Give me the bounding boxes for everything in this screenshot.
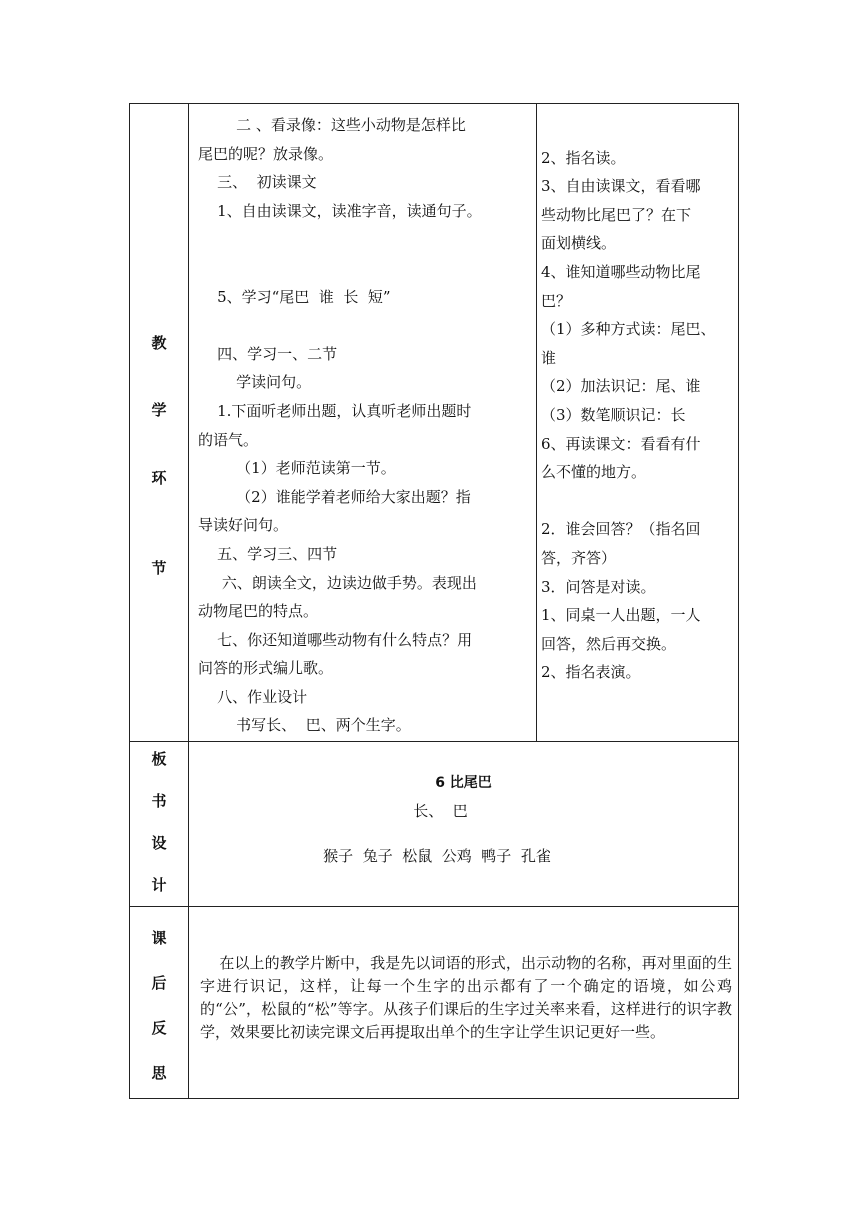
label-char: 设: [151, 834, 167, 852]
teacher-line: 三、 初读课文: [198, 173, 317, 192]
student-line: 2、指名表演。: [541, 663, 641, 682]
board-row: [130, 742, 739, 907]
board-characters: 长、 巴: [413, 802, 468, 820]
teacher-line: 七、你还知道哪些动物有什么特点？用: [198, 630, 473, 649]
lesson-plan-table: [129, 103, 739, 1099]
student-line: 些动物比尾巴了？在下: [541, 205, 692, 224]
teacher-line: （1）老师范读第一节。: [198, 459, 396, 478]
student-line: 2、指名读。: [541, 148, 626, 167]
student-line: （1）多种方式读：尾巴、: [541, 320, 716, 339]
board-design-cell: [189, 742, 739, 907]
reflection-row: [130, 907, 739, 1099]
student-line: 答，齐答）: [541, 548, 617, 567]
student-line: 么不懂的地方。: [541, 463, 647, 482]
student-line: （2）加法识记：尾、谁: [541, 377, 701, 396]
teacher-line: [198, 225, 530, 254]
teacher-line: 五、学习三、四节: [198, 544, 338, 563]
student-line: 巴？: [541, 291, 572, 310]
student-line: 面划横线。: [541, 234, 617, 253]
student-line: 3．问答是对读。: [541, 577, 656, 596]
student-line: 1、同桌一人出题，一人: [541, 606, 701, 625]
teacher-line: 六、朗读全文，边读边做手势。表现出: [198, 573, 477, 592]
teacher-line: 5、学习“尾巴 谁 长 短”: [198, 287, 391, 306]
label-char: 反: [151, 1019, 167, 1037]
student-line: 回答，然后再交换。: [541, 634, 677, 653]
teacher-activity-cell: [189, 104, 537, 742]
student-line: 谁: [541, 348, 557, 367]
reflection-text: 在以上的教学片断中，我是先以词语的形式，出示动物的名称，再对里面的生字进行识记，这样，让每一个生字的出示都有了一个确定的语境，如公鸡的“公”，松鼠的“松”等字。从孩子们课后的生字过关率来看，这样进行的识字教学，效果要比初读完课文后再提取出单个的生字让学生识记更好一些。: [200, 954, 732, 1041]
label-char: 课: [151, 929, 167, 947]
student-line: 6、再读课文：看看有什: [541, 434, 701, 453]
label-char: 板: [151, 750, 167, 768]
teacher-line: 八、作业设计: [198, 687, 308, 706]
board-animals: 猴子 兔子 松鼠 公鸡 鸭子 孔雀: [323, 847, 551, 865]
label-char: 计: [151, 876, 167, 894]
label-char: 环: [151, 469, 167, 487]
teacher-line: 书写长、 巴、两个生字。: [198, 716, 411, 735]
student-line: 2．谁会回答？（指名回: [541, 520, 701, 539]
board-title: 6 比尾巴: [435, 775, 492, 791]
label-char: 学: [151, 401, 167, 419]
student-line: [541, 115, 734, 144]
teaching-row: [130, 104, 739, 742]
teacher-line: [198, 311, 530, 340]
teaching-label-cell: [130, 104, 189, 742]
reflection-cell: [189, 907, 739, 1099]
teacher-line: 1、自由读课文，读准字音，读通句子。: [198, 201, 482, 220]
teacher-line: 学读问句。: [198, 373, 312, 392]
student-line: 3、自由读课文，看看哪: [541, 177, 701, 196]
student-line: （3）数笔顺识记：长: [541, 405, 686, 424]
teacher-line: 动物尾巴的特点。: [198, 602, 319, 621]
reflection-label-cell: [130, 907, 189, 1099]
teacher-line: 尾巴的呢？放录像。: [198, 144, 334, 163]
teacher-line: （2）谁能学着老师给大家出题？指: [198, 487, 471, 506]
student-line: [541, 487, 734, 516]
teacher-line: 二 、看录像：这些小动物是怎样比: [198, 116, 466, 134]
label-char: 后: [151, 974, 167, 992]
student-line: 4、谁知道哪些动物比尾: [541, 262, 701, 281]
board-label-cell: [130, 742, 189, 907]
label-char: 思: [151, 1064, 167, 1082]
teacher-line: 的语气。: [198, 430, 259, 449]
label-char: 节: [151, 559, 167, 577]
label-char: 教: [151, 334, 167, 352]
label-char: 书: [151, 792, 167, 810]
teacher-line: 1.下面听老师出题，认真听老师出题时: [198, 401, 472, 420]
teacher-line: 四、学习一、二节: [198, 344, 338, 363]
teacher-line: 导读好问句。: [198, 516, 289, 535]
teacher-line: [198, 254, 530, 283]
teacher-line: 问答的形式编儿歌。: [198, 659, 334, 678]
student-activity-cell: [537, 104, 739, 742]
